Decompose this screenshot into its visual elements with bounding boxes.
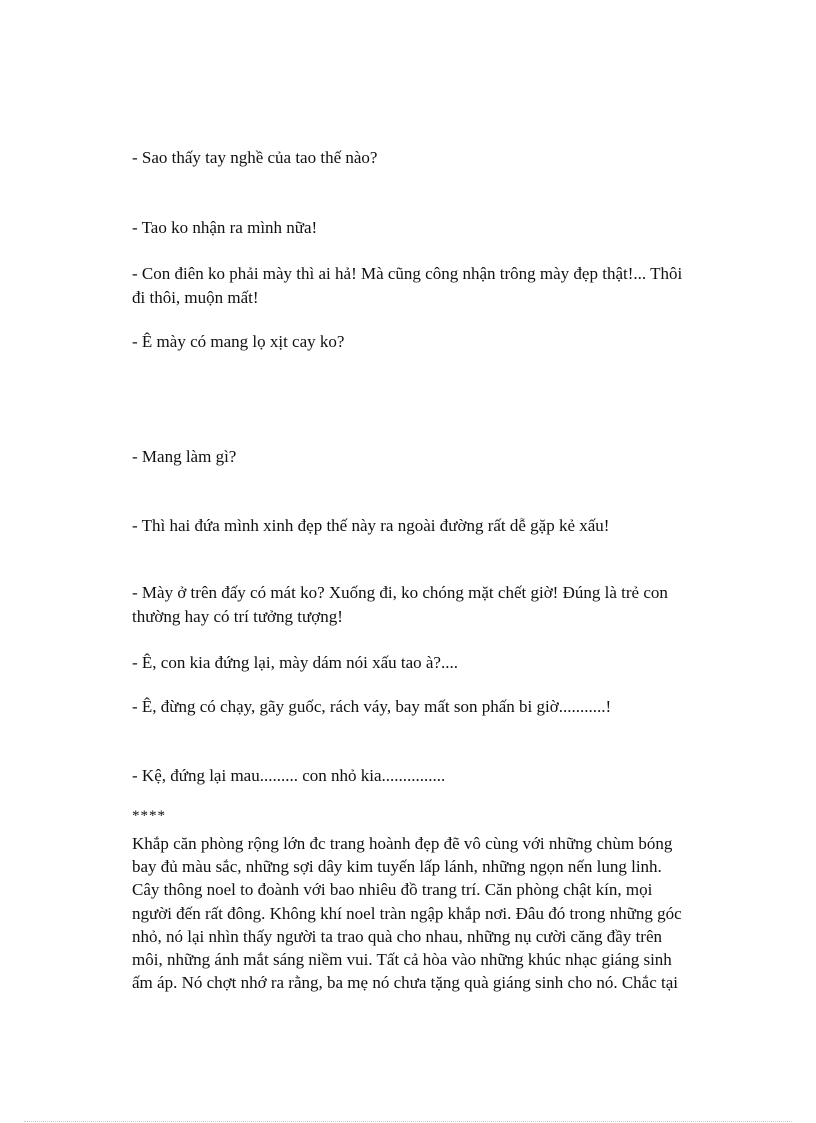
dialogue-line: - Mày ở trên đấy có mát ko? Xuống đi, ko chóng mặt chết giờ! Đúng là trẻ con: [132, 583, 668, 602]
paragraph-line: nhỏ, nó lại nhìn thấy người ta trao quà cho nhau, những nụ cười căng đầy trên: [132, 926, 662, 946]
narrative-paragraph: [132, 832, 742, 994]
section-separator: ****: [132, 808, 166, 824]
paragraph-line: Cây thông noel to đoành với bao nhiêu đồ trang trí. Căn phòng chật kín, mọi: [132, 880, 653, 900]
paragraph-line: ấm áp. Nó chợt nhớ ra rằng, ba mẹ nó chưa tặng quà giáng sinh cho nó. Chắc tại: [132, 973, 679, 993]
dialogue-line: - Kệ, đứng lại mau......... con nhỏ kia...............: [132, 766, 446, 785]
dialogue-line: thường hay có trí tưởng tượng!: [132, 607, 343, 626]
dialogue-line: - Ê, đừng có chạy, gãy guốc, rách váy, bay mất son phấn bi giờ...........!: [132, 697, 612, 716]
dialogue-line: - Ê, con kia đứng lại, mày dám nói xấu tao à?....: [132, 653, 458, 672]
paragraph-line: môi, những ánh mắt sáng niềm vui. Tất cả hòa vào những khúc nhạc giáng sinh: [132, 950, 672, 970]
dialogue-line: - Sao thấy tay nghề của tao thế nào?: [132, 148, 378, 167]
paragraph-line: người đến rất đông. Không khí noel tràn ngập khắp nơi. Đâu đó trong những góc: [132, 903, 682, 923]
dialogue-line: - Ê mày có mang lọ xịt cay ko?: [132, 332, 345, 351]
dialogue-line: - Tao ko nhận ra mình nữa!: [132, 218, 318, 237]
paragraph-line: bay đủ màu sắc, những sợi dây kim tuyến lấp lánh, những ngọn nến lung linh.: [132, 857, 662, 877]
dialogue-line: - Mang làm gì?: [132, 447, 237, 466]
dialogue-line: đi thôi, muộn mất!: [132, 288, 259, 307]
paragraph-line: Khắp căn phòng rộng lớn đc trang hoành đẹp đẽ vô cùng với những chùm bóng: [132, 834, 673, 853]
dialogue-line: - Con điên ko phải mày thì ai hả! Mà cũng công nhận trông mày đẹp thật!... Thôi: [132, 264, 683, 283]
page-bottom-rule: [24, 1121, 792, 1122]
dialogue-line: - Thì hai đứa mình xinh đẹp thế này ra ngoài đường rất dễ gặp kẻ xấu!: [132, 516, 610, 535]
